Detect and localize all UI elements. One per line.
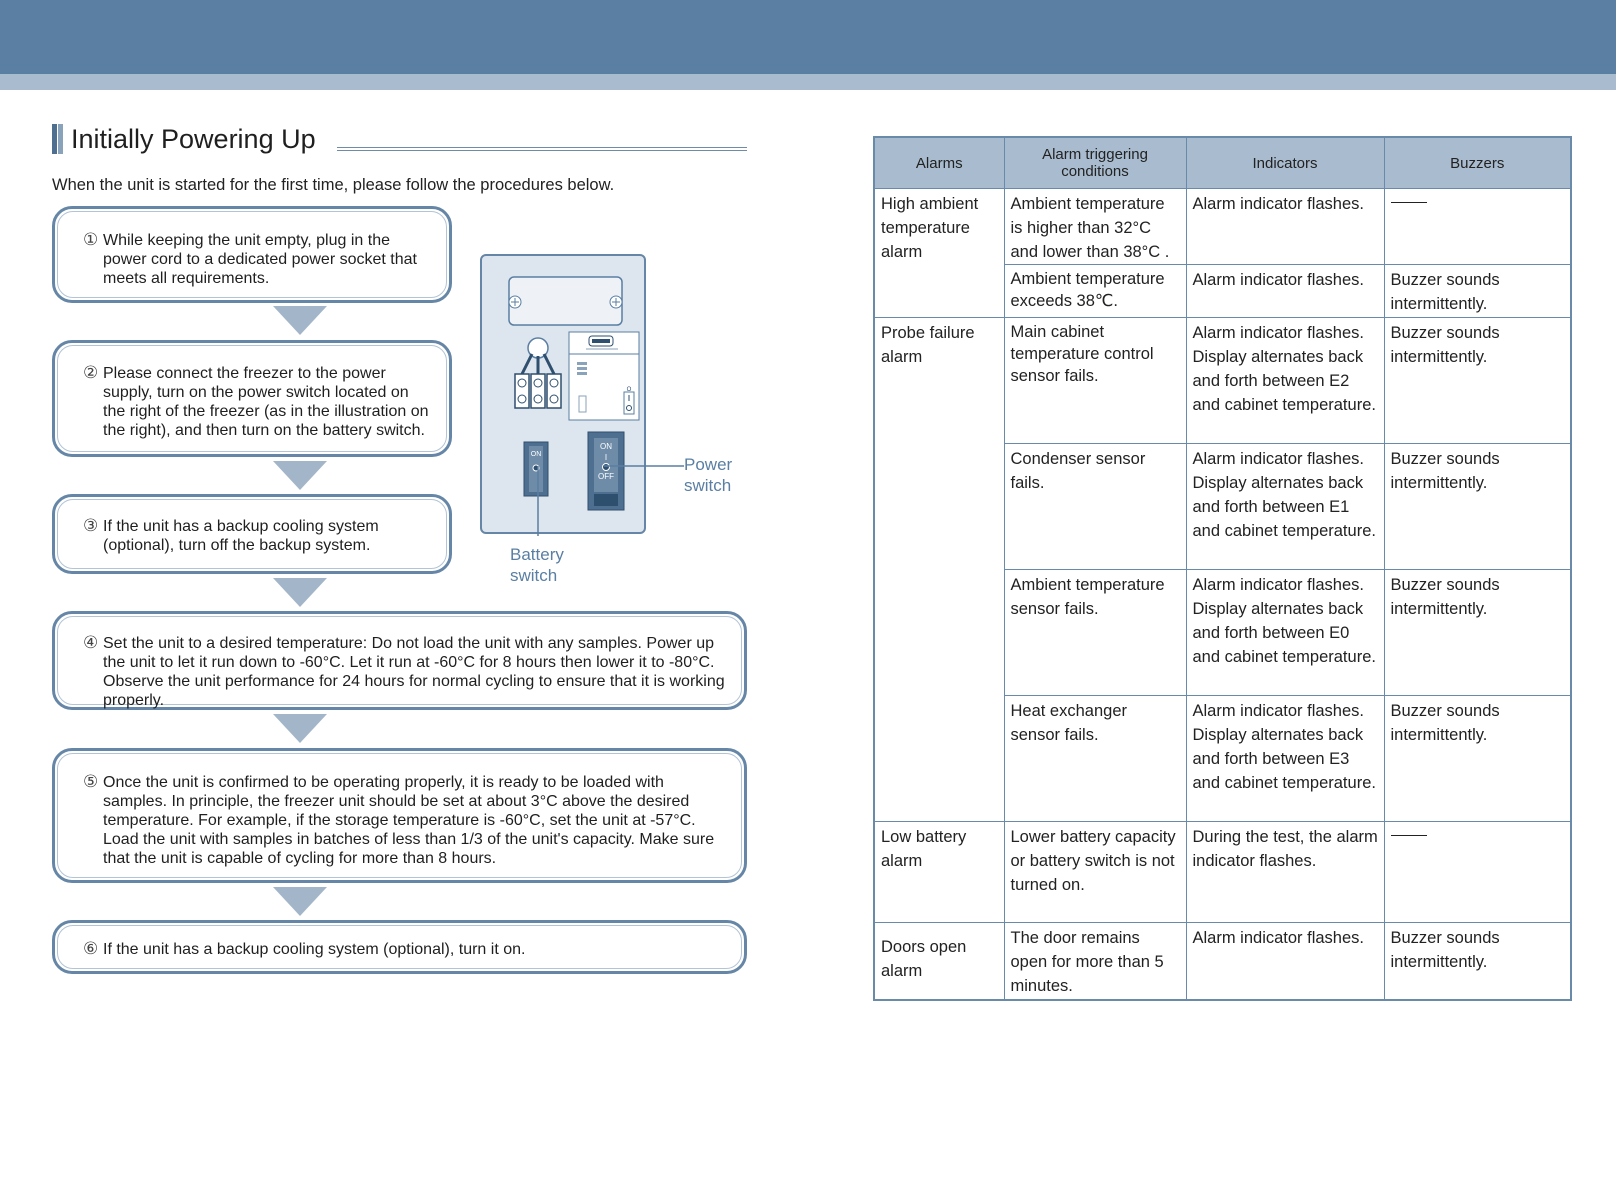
buzzer-cell: Buzzer sounds intermittently. xyxy=(1384,265,1571,318)
buzzer-cell: Buzzer sounds intermittently. xyxy=(1384,444,1571,570)
step-4-number: ④ xyxy=(83,633,99,652)
indicator-cell: Alarm indicator flashes. xyxy=(1186,189,1384,265)
dash-mark xyxy=(1391,202,1427,203)
alarm-doors-open: Doors open alarm xyxy=(874,923,1004,1000)
flow-arrow-icon xyxy=(273,306,327,335)
power-switch-off-label: OFF xyxy=(598,472,614,481)
step-1-number: ① xyxy=(83,230,99,249)
buzzer-cell: Buzzer sounds intermittently. xyxy=(1384,696,1571,822)
step-4-text: Set the unit to a desired temperature: Do not load the unit with any samples. Power up the unit to let it run down to -60°C. Let it run at -60°C for 8 hours then lower it to -80°C. Observe the unit performance for 24 hours for normal cycling to ensure that it is working properly. xyxy=(103,635,725,709)
condition-cell: Heat exchanger sensor fails. xyxy=(1004,696,1186,822)
table-row xyxy=(874,318,1571,444)
step-5-text: Once the unit is confirmed to be operating properly, it is ready to be loaded with samples. In principle, the freezer unit should be set at about 3°C above the desired temperature. For example, if the storage temperature is -60°C, set the unit at -57°C. Load the unit with samples in batches of less than 1/3 of the unit's capacity. Make sure that the unit is capable of cycling for more than 8 hours. xyxy=(103,774,715,867)
section-heading xyxy=(52,122,316,156)
step-3-box xyxy=(52,494,452,574)
header-buzzers: Buzzers xyxy=(1384,137,1571,189)
intro-text: When the unit is started for the first time, please follow the procedures below. xyxy=(52,176,615,194)
indicator-cell: Alarm indicator flashes. Display alternates back and forth between E0 and cabinet temperature. xyxy=(1186,570,1384,696)
step-5-box xyxy=(52,748,747,883)
indicator-cell: Alarm indicator flashes. xyxy=(1186,265,1384,318)
flow-arrow-icon xyxy=(273,714,327,743)
header-conditions: Alarm triggering conditions xyxy=(1004,137,1186,189)
alarm-probe-failure: Probe failure alarm xyxy=(874,318,1004,822)
buzzer-cell: Buzzer sounds intermittently. xyxy=(1384,318,1571,444)
indicator-cell: During the test, the alarm indicator flashes. xyxy=(1186,822,1384,923)
mini-switch-o-label: O xyxy=(626,387,632,393)
step-4-box xyxy=(52,611,747,710)
condition-cell: The door remains open for more than 5 minutes. xyxy=(1004,923,1186,1000)
buzzer-cell: Buzzer sounds intermittently. xyxy=(1384,923,1571,1000)
alarm-table xyxy=(873,136,1572,1001)
step-3-text: If the unit has a backup cooling system (optional), turn off the backup system. xyxy=(103,518,379,554)
condition-cell: Main cabinet temperature control sensor fails. xyxy=(1004,318,1186,444)
heading-rule xyxy=(337,147,747,151)
power-switch-on-label: ON xyxy=(600,442,612,451)
table-header-row xyxy=(874,137,1571,189)
buzzer-cell xyxy=(1384,189,1571,265)
heading-bar-icon xyxy=(52,124,63,154)
header-band xyxy=(0,0,1616,74)
battery-switch-label: Battery switch xyxy=(510,545,564,585)
alarm-low-battery: Low battery alarm xyxy=(874,822,1004,923)
table-row xyxy=(874,923,1571,1000)
condition-cell: Ambient temperature exceeds 38℃. xyxy=(1004,265,1186,318)
step-6-text: If the unit has a backup cooling system (optional), turn it on. xyxy=(103,941,526,958)
condition-cell: Ambient temperature sensor fails. xyxy=(1004,570,1186,696)
flow-arrow-icon xyxy=(273,887,327,916)
condition-cell: Lower battery capacity or battery switch is not turned on. xyxy=(1004,822,1186,923)
step-2-text: Please connect the freezer to the power supply, turn on the power switch located on the right of the freezer (as in the illustration on the right), and then turn on the battery switch. xyxy=(103,365,429,439)
header-alarms: Alarms xyxy=(874,137,1004,189)
header-band-light xyxy=(0,74,1616,90)
buzzer-cell: Buzzer sounds intermittently. xyxy=(1384,570,1571,696)
step-5-number: ⑤ xyxy=(83,772,99,791)
step-1-box xyxy=(52,206,452,303)
battery-switch-on-label: ON xyxy=(530,451,542,458)
flow-arrow-icon xyxy=(273,578,327,607)
step-6-number: ⑥ xyxy=(83,939,99,958)
indicator-cell: Alarm indicator flashes. Display alternates back and forth between E3 and cabinet temperature. xyxy=(1186,696,1384,822)
flow-arrow-icon xyxy=(273,461,327,490)
header-indicators: Indicators xyxy=(1186,137,1384,189)
power-switch-i-label: I xyxy=(604,453,608,462)
indicator-cell: Alarm indicator flashes. xyxy=(1186,923,1384,1000)
power-switch-label: Power switch xyxy=(684,455,733,495)
indicator-cell: Alarm indicator flashes. Display alternates back and forth between E2 and cabinet temperature. xyxy=(1186,318,1384,444)
dash-mark xyxy=(1391,835,1427,836)
condition-cell: Condenser sensor fails. xyxy=(1004,444,1186,570)
buzzer-cell xyxy=(1384,822,1571,923)
step-2-number: ② xyxy=(83,363,99,382)
condition-cell: Ambient temperature is higher than 32°C and lower than 38°C . xyxy=(1004,189,1186,265)
page-title: Initially Powering Up xyxy=(71,123,316,154)
table-row xyxy=(874,822,1571,923)
indicator-cell: Alarm indicator flashes. Display alternates back and forth between E1 and cabinet temperature. xyxy=(1186,444,1384,570)
step-1-text: While keeping the unit empty, plug in the power cord to a dedicated power socket that meets all requirements. xyxy=(103,232,417,287)
diagram-leader-lines xyxy=(530,462,685,537)
table-row xyxy=(874,189,1571,265)
step-3-number: ③ xyxy=(83,516,99,535)
step-6-box xyxy=(52,920,747,974)
alarm-high-ambient: High ambient temperature alarm xyxy=(874,189,1004,318)
step-2-box xyxy=(52,340,452,457)
